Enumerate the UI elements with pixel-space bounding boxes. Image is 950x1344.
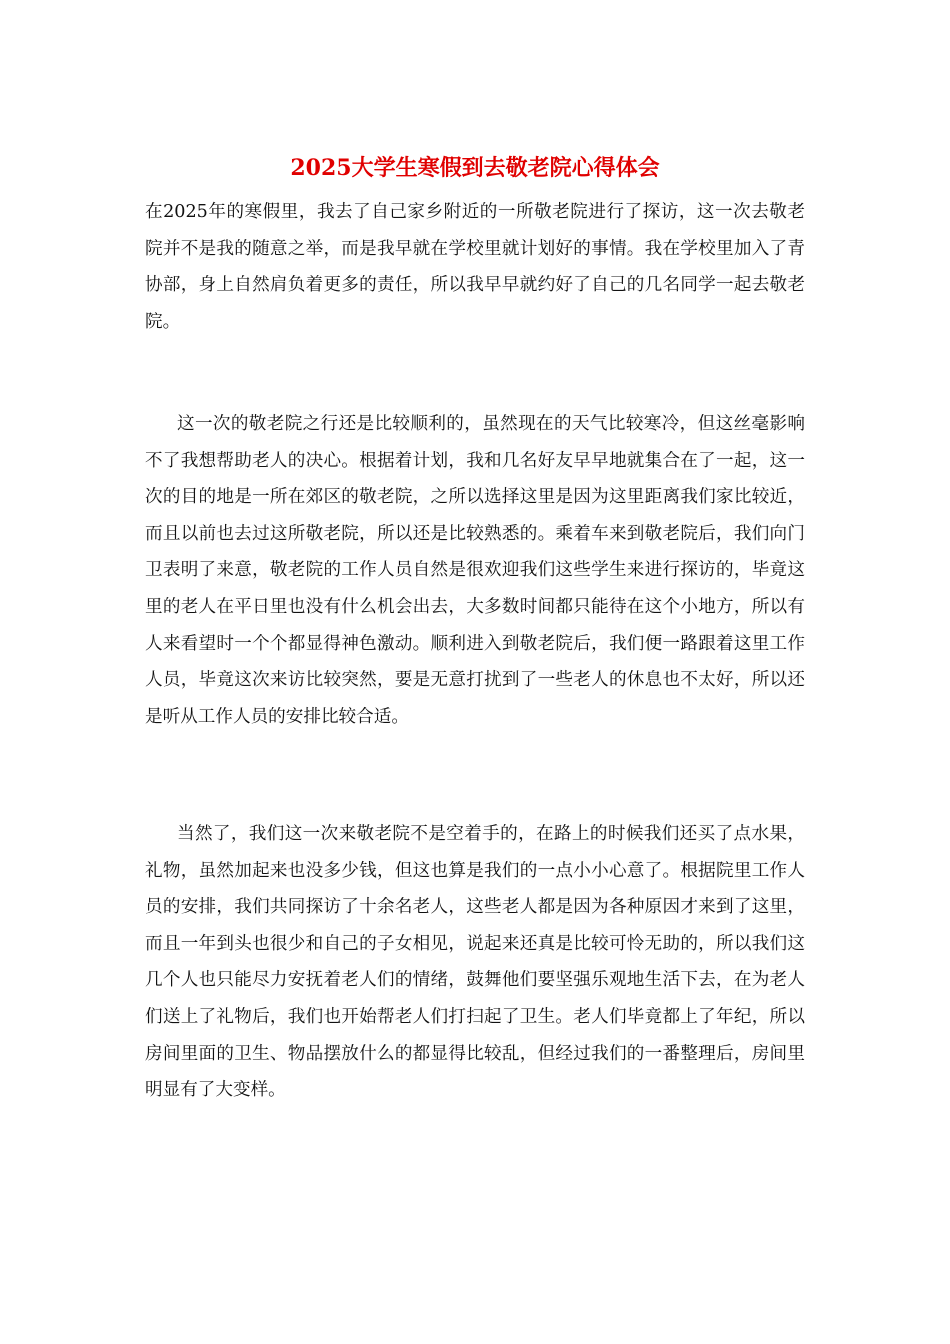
paragraph-2: 这一次的敬老院之行还是比较顺利的，虽然现在的天气比较寒冷，但这丝毫影响不了我想帮助老人的决心。根据着计划，我和几名好友早早地就集合在了一起，这一次的目的地是一所在郊区的敬老院，之所以选择这里是因为这里距离我们家比较近，而且以前也去过这所敬老院，所以还是比较熟悉的。乘着车来到敬老院后，我们向门卫表明了来意，敬老院的工作人员自然是很欢迎我们这些学生来进行探访的，毕竟这里的老人在平日里也没有什么机会出去，大多数时间都只能待在这个小地方，所以有人来看望时一个个都显得神色激动。顺利进入到敬老院后，我们便一路跟着这里工作人员，毕竟这次来访比较突然，要是无意打扰到了一些老人的休息也不太好，所以还是听从工作人员的安排比较合适。 bbox=[145, 414, 805, 727]
paragraph-3: 当然了，我们这一次来敬老院不是空着手的，在路上的时候我们还买了点水果，礼物，虽然加起来也没多少钱，但这也算是我们的一点小小心意了。根据院里工作人员的安排，我们共同探访了十余名老人，这些老人都是因为各种原因才来到了这里，而且一年到头也很少和自己的子女相见，说起来还真是比较可怜无助的，所以我们这几个人也只能尽力安抚着老人们的情绪，鼓舞他们要坚强乐观地生活下去，在为老人们送上了礼物后，我们也开始帮老人们打扫起了卫生。老人们毕竟都上了年纪，所以房间里面的卫生、物品摆放什么的都显得比较乱，但经过我们的一番整理后，房间里明显有了大变样。 bbox=[145, 824, 805, 1101]
document-title: 2025大学生寒假到去敬老院心得体会 bbox=[290, 155, 660, 181]
paragraph-1: 在2025年的寒假里，我去了自己家乡附近的一所敬老院进行了探访，这一次去敬老院并不是我的随意之举，而是我早就在学校里就计划好的事情。我在学校里加入了青协部，身上自然肩负着更多的责任，所以我早早就约好了自己的几名同学一起去敬老院。 bbox=[145, 202, 805, 332]
